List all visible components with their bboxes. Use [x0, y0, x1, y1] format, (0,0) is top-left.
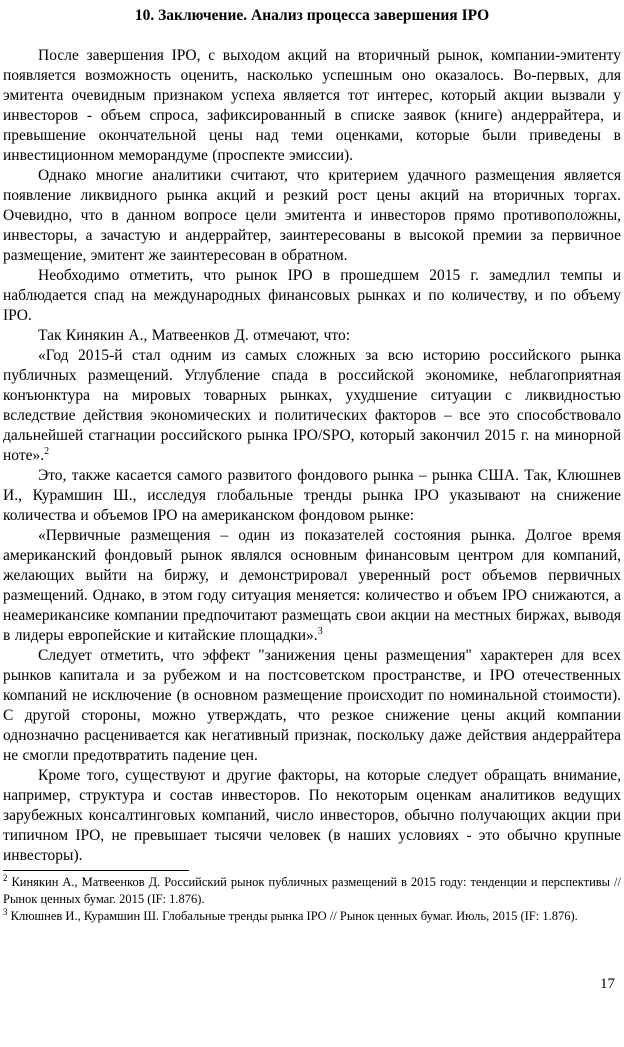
footnote-ref: 3 [317, 625, 323, 637]
footnote-ref: 2 [44, 445, 50, 457]
paragraph-text: Так Кинякин А., Матвеенков Д. отмечают, что: [38, 327, 351, 344]
footnotes [3, 874, 621, 925]
footnote-separator [3, 870, 189, 871]
body-paragraph [3, 166, 621, 266]
paragraph-text: Следует отметить, что эффект "занижения цены размещения" характерен для всех рынков капитала и за рубежом и на постсоветском пространстве, и IPO отечественных компаний не исключение (в основном размещение происходит по номинальной стоимости). С другой стороны, можно утверждать, что резкое снижение цены акций компании однозначно расценивается как негативный признак, поскольку даже действия андеррайтера не смогли предотвратить падение цен. [3, 647, 621, 764]
footnote-marker: 3 [3, 906, 8, 917]
paragraph-text: «Год 2015-й стал одним из самых сложных за всю историю российского рынка публичных размещений. Углубление спада в российской экономике, неблагоприятная конъюнктура на мировых товарных рынках, ухудшение ситуации с ликвидностью вследствие действия экономических и политических факторов – все это способствовало дальнейшей стагнации российского рынка IPO/SPO, который закончил 2015 г. на минорной ноте». [3, 347, 621, 464]
body-paragraph [3, 766, 621, 866]
paragraph-text: Однако многие аналитики считают, что критерием удачного размещения является появление ликвидного рынка акций и резкий рост цены акций на вторичных торгах. Очевидно, что в данном вопросе цели эмитента и инвесторов прямо противоположны, инвесторы, а зачастую и андеррайтер, заинтересованы в высокой премии за первичное размещение, эмитент же заинтересован в обратном. [3, 167, 621, 264]
paragraph-text: Это, также касается самого развитого фондового рынка – рынка США. Так, Клюшнев И., Курамшин Ш., исследуя глобальные тренды рынка IPO указывают на снижение количества и объемов IPO на американском фондовом рынке: [3, 467, 621, 524]
body-paragraph [3, 326, 621, 346]
section-title: 10. Заключение. Анализ процесса завершения IPO [134, 7, 490, 24]
body-paragraph [3, 346, 621, 466]
footnote-text: Кинякин А., Матвеенков Д. Российский рынок публичных размещений в 2015 году: тенденции и перспективы // Рынок ценных бумаг. 2015 (IF: 1.876). [3, 875, 621, 906]
body-paragraph [3, 266, 621, 326]
document-body [3, 46, 621, 866]
paragraph-text: Необходимо отметить, что рынок IPO в прошедшем 2015 г. замедлил темпы и наблюдается спад на международных финансовых рынках и по количеству, и по объему IPO. [3, 267, 621, 324]
footnote-marker: 2 [3, 872, 8, 883]
paragraph-text: Кроме того, существуют и другие факторы, на которые следует обращать внимание, например, структура и состав инвесторов. По некоторым оценкам аналитиков ведущих зарубежных консалтинговых компаний, число инвесторов, обычно получающих акции при типичном IPO, не превышает тысячи человек (в наших условиях - это обычно крупные инвесторы). [3, 767, 621, 864]
footnote-text: Клюшнев И., Курамшин Ш. Глобальные тренды рынка IPO // Рынок ценных бумаг. Июль, 2015 (IF: 1.876). [10, 909, 578, 923]
body-paragraph [3, 466, 621, 526]
page-number: 17 [600, 976, 615, 992]
footnote [3, 908, 621, 925]
body-paragraph [3, 646, 621, 766]
body-paragraph [3, 526, 621, 646]
body-paragraph [3, 46, 621, 166]
footnote [3, 874, 621, 908]
paragraph-text: После завершения IPO, с выходом акций на вторичный рынок, компании-эмитенту появляется возможность оценить, насколько успешным оно оказалось. Во-первых, для эмитента очевидным признаком успеха является тот интерес, который акции вызвали у инвесторов - объем спроса, зафиксированный в списке заявок (книге) андеррайтера, и превышение окончательной цены над теми оценками, которые были приведены в инвестиционном меморандуме (проспекте эмиссии). [3, 47, 621, 164]
paragraph-text: «Первичные размещения – один из показателей состояния рынка. Долгое время американский фондовый рынок являлся основным финансовым центром для компаний, желающих выйти на биржу, и демонстрировал уверенный рост объемов первичных размещений. Однако, в этом году ситуация меняется: количество и объем IPO снижаются, а неамерикансике компании предпочитают размещать свои акции на местных биржах, выводя в лидеры европейские и китайские площадки». [3, 527, 621, 644]
